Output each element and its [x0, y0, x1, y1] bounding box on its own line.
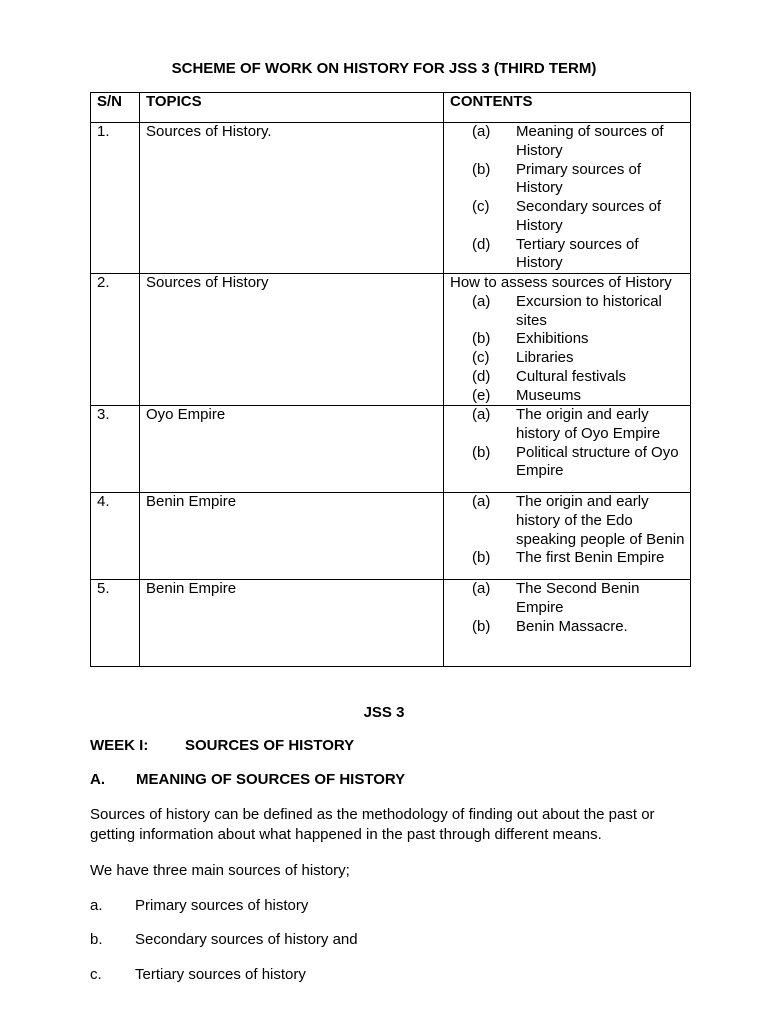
week-heading	[90, 736, 354, 755]
table-row	[91, 406, 691, 493]
row-number: 4.	[91, 493, 140, 579]
content-item	[450, 236, 688, 274]
row-number: 5.	[91, 580, 140, 666]
content-intro: How to assess sources of History	[450, 274, 672, 291]
content-item-label: (b)	[472, 617, 491, 635]
content-item	[450, 580, 688, 618]
content-item	[450, 330, 688, 349]
content-item-label: (e)	[472, 386, 491, 404]
table-row	[91, 580, 691, 667]
class-heading: JSS 3	[363, 704, 405, 721]
content-item-label: (a)	[472, 580, 491, 597]
list-intro: We have three main sources of history;	[90, 862, 350, 879]
content-item-text: Tertiary sources of History	[516, 235, 639, 272]
content-item	[450, 349, 688, 368]
content-item-label: (b)	[472, 160, 491, 178]
content-item-text: Political structure of Oyo Empire	[516, 443, 679, 480]
content-item-label: (a)	[472, 493, 491, 510]
content-item-label: (a)	[472, 292, 491, 310]
row-contents	[444, 406, 691, 492]
list-item-text: Tertiary sources of history	[135, 966, 306, 983]
content-item-text: Primary sources of History	[516, 160, 642, 197]
content-item	[450, 293, 688, 331]
row-contents	[444, 493, 691, 579]
row-number: 1.	[91, 123, 140, 273]
content-item-text: Cultural festivals	[516, 367, 627, 385]
week-title: SOURCES OF HISTORY	[185, 737, 355, 754]
content-item-text: Excursion to historical sites	[516, 292, 662, 329]
section-label: A.	[90, 771, 105, 788]
header-contents: CONTENTS	[444, 93, 691, 122]
row-number: 2.	[91, 274, 140, 405]
row-topic: Sources of History.	[140, 123, 444, 273]
list-item	[90, 930, 358, 949]
row-topic: Benin Empire	[140, 580, 444, 666]
header-topics: TOPICS	[140, 93, 444, 122]
content-item-text: Secondary sources of History	[516, 198, 662, 234]
table-header-row	[91, 93, 691, 123]
row-contents	[444, 274, 691, 405]
content-item-text: Benin Massacre.	[516, 617, 628, 635]
list-item	[90, 965, 306, 984]
content-item-text: The Second Benin Empire	[516, 580, 640, 616]
content-item-label: (a)	[472, 406, 491, 423]
week-label: WEEK I:	[90, 737, 149, 754]
list-item	[90, 896, 308, 915]
content-item	[450, 493, 688, 549]
content-item-text: Museums	[516, 386, 582, 404]
section-title: MEANING OF SOURCES OF HISTORY	[136, 771, 406, 788]
content-item-label: (d)	[472, 367, 491, 385]
list-item-label: c.	[90, 966, 102, 983]
content-item-label: (b)	[472, 549, 491, 567]
content-item	[450, 618, 688, 637]
row-contents	[444, 580, 691, 666]
content-item	[450, 161, 688, 199]
content-item-label: (d)	[472, 235, 491, 253]
row-topic: Sources of History	[140, 274, 444, 405]
content-item	[450, 387, 688, 406]
header-sn: S/N	[91, 93, 140, 122]
list-item-text: Secondary sources of history and	[135, 931, 358, 948]
row-number: 3.	[91, 406, 140, 492]
content-item-label: (b)	[472, 443, 491, 461]
list-item-label: b.	[90, 931, 103, 948]
section-heading	[90, 770, 405, 789]
content-item-label: (c)	[472, 349, 490, 366]
list-item-text: Primary sources of history	[135, 897, 309, 914]
definition-paragraph: Sources of history can be defined as the methodology of finding out about the past or getting information about what happened in the past through different means.	[90, 806, 655, 843]
table-row	[91, 123, 691, 274]
content-item-text: The first Benin Empire	[516, 549, 665, 567]
content-item-text: The origin and early history of Oyo Empire	[516, 406, 661, 442]
row-contents	[444, 123, 691, 273]
table-row	[91, 493, 691, 580]
document-title: SCHEME OF WORK ON HISTORY FOR JSS 3 (THIRD TERM)	[171, 60, 597, 77]
content-item-text: The origin and early history of the Edo speaking people of Benin	[516, 493, 685, 548]
scheme-of-work-table	[90, 92, 691, 667]
content-item	[450, 198, 688, 236]
content-item-label: (b)	[472, 330, 491, 348]
row-topic: Oyo Empire	[140, 406, 444, 492]
content-item	[450, 549, 688, 568]
content-item	[450, 406, 688, 444]
content-item-label: (a)	[472, 123, 491, 140]
content-item-text: Meaning of sources of History	[516, 123, 664, 159]
table-row	[91, 274, 691, 406]
content-item	[450, 444, 688, 482]
row-topic: Benin Empire	[140, 493, 444, 579]
content-item	[450, 368, 688, 387]
content-item-label: (c)	[472, 198, 490, 215]
content-item-text: Exhibitions	[516, 330, 589, 348]
list-item-label: a.	[90, 897, 103, 914]
content-item-text: Libraries	[516, 349, 574, 366]
content-item	[450, 123, 688, 161]
